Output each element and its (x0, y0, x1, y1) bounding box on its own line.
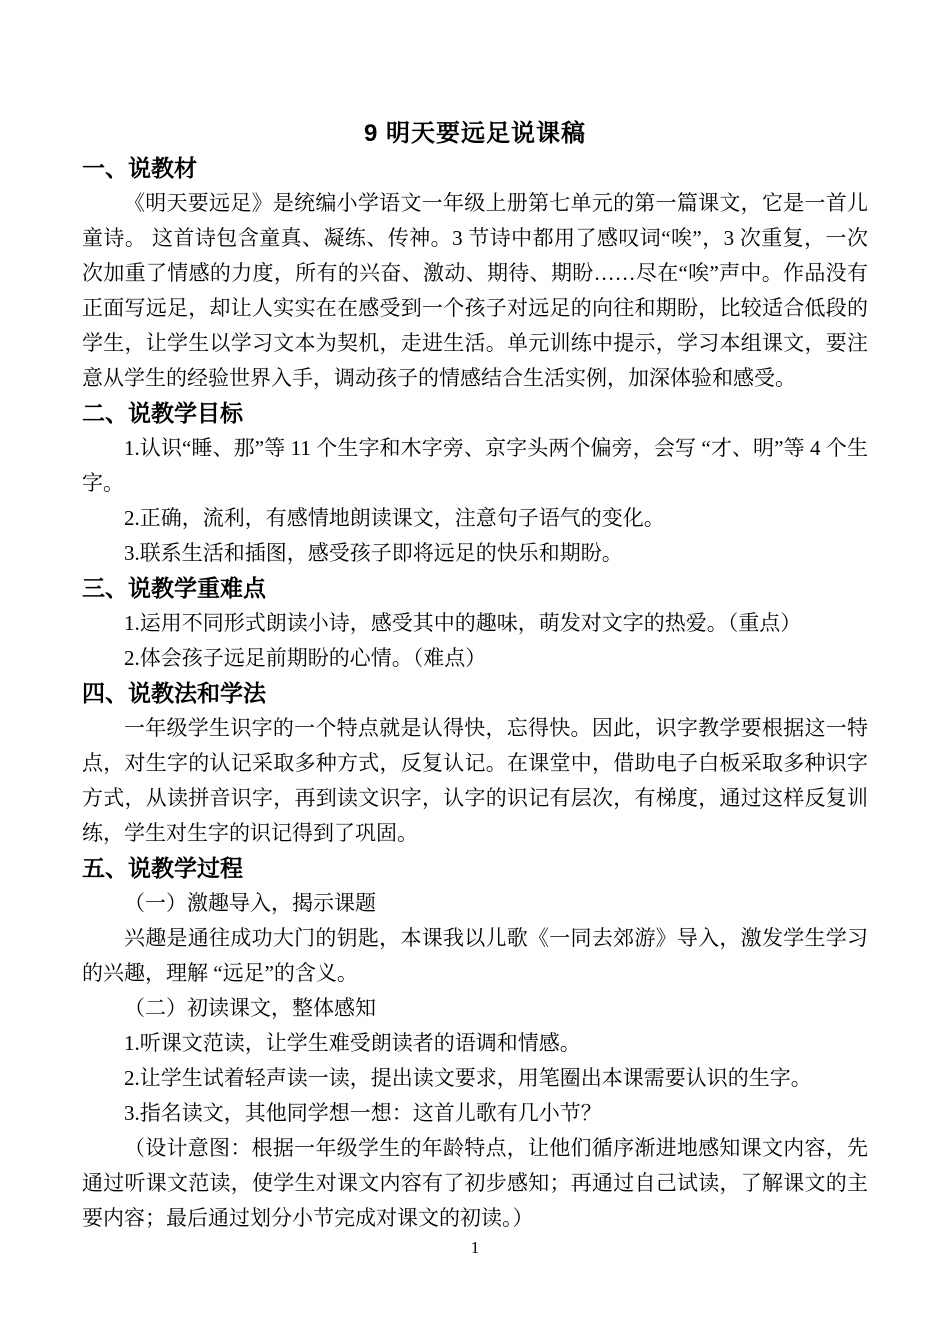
page-number: 1 (470, 1238, 480, 1257)
section-2-item-2: 2.正确，流利，有感情地朗读课文，注意句子语气的变化。 (124, 506, 665, 530)
section-5-design-intent: （设计意图：根据一年级学生的年龄特点，让他们循序渐进地感知课文内容，先通过听课文范读，使学生对课文内容有了初步感知；再通过自己试读，了解课文的主要内容；最后通过划分小节完成对课文的初读。） (82, 1136, 868, 1230)
section-1-heading: 一、说教材 (82, 155, 197, 181)
section-3-item-1: 1.运用不同形式朗读小诗，感受其中的趣味，萌发对文字的热爱。（重点） (124, 611, 802, 635)
document-title: 9 明天要远足说课稿 (363, 120, 586, 147)
section-5-step-2-title: （二）初读课文，整体感知 (124, 996, 376, 1020)
section-2-item-1: 1.认识“睡、那”等 11 个生字和木字旁、京字头两个偏旁，会写 “才、明”等 4 个生字。 (82, 436, 868, 495)
section-2-heading: 二、说教学目标 (82, 400, 243, 426)
section-2-item-3: 3.联系生活和插图，感受孩子即将远足的快乐和期盼。 (124, 541, 623, 565)
section-5-step-2-item-1: 1.听课文范读，让学生难受朗读者的语调和情感。 (124, 1031, 581, 1055)
section-jiaofa-xuefa (82, 676, 868, 851)
section-jiaoxue-guocheng (82, 851, 868, 1236)
section-5-step-2-item-2: 2.让学生试着轻声读一读，提出读文要求，用笔圈出本课需要认识的生字。 (124, 1066, 812, 1090)
section-5-heading: 五、说教学过程 (82, 855, 243, 881)
section-3-heading: 三、说教学重难点 (82, 575, 266, 601)
section-5-step-1-body: 兴趣是通往成功大门的钥匙，本课我以儿歌《一同去郊游》导入，激发学生学习的兴趣，理解 “远足”的含义。 (82, 926, 868, 985)
section-1-paragraph: 《明天要远足》是统编小学语文一年级上册第七单元的第一篇课文，它是一首儿童诗。 这首诗包含童真、凝练、传神。3 节诗中都用了感叹词“唉”，3 次重复，一次次加重了情感的力度，所有的兴奋、激动、期待、期盼……尽在“唉”声中。作品没有正面写远足，却让人实实在在感受到一个孩子对远足的向往和期盼，比较适合低段的学生，让学生以学习文本为契机，走进生活。单元训练中提示，学习本组课文，要注意从学生的经验世界入手，调动孩子的情感结合生活实例，加深体验和感受。 (82, 191, 868, 390)
section-shuo-jiaocai (82, 151, 868, 396)
section-3-item-2: 2.体会孩子远足前期盼的心情。（难点） (124, 646, 487, 670)
section-4-heading: 四、说教法和学法 (82, 680, 266, 706)
section-jiaoxue-mubiao (82, 396, 868, 571)
section-zhongnandian (82, 571, 868, 676)
section-4-paragraph: 一年级学生识字的一个特点就是认得快，忘得快。因此，识字教学要根据这一特点，对生字的认记采取多种方式，反复认记。在课堂中，借助电子白板采取多种识字方式，从读拼音识字，再到读文识字，认字的识记有层次，有梯度，通过这样反复训练，学生对生字的识记得到了巩固。 (82, 716, 868, 845)
section-5-step-1-title: （一）激趣导入，揭示课题 (124, 891, 376, 915)
section-5-step-2-item-3: 3.指名读文，其他同学想一想：这首儿歌有几小节？ (124, 1101, 602, 1125)
